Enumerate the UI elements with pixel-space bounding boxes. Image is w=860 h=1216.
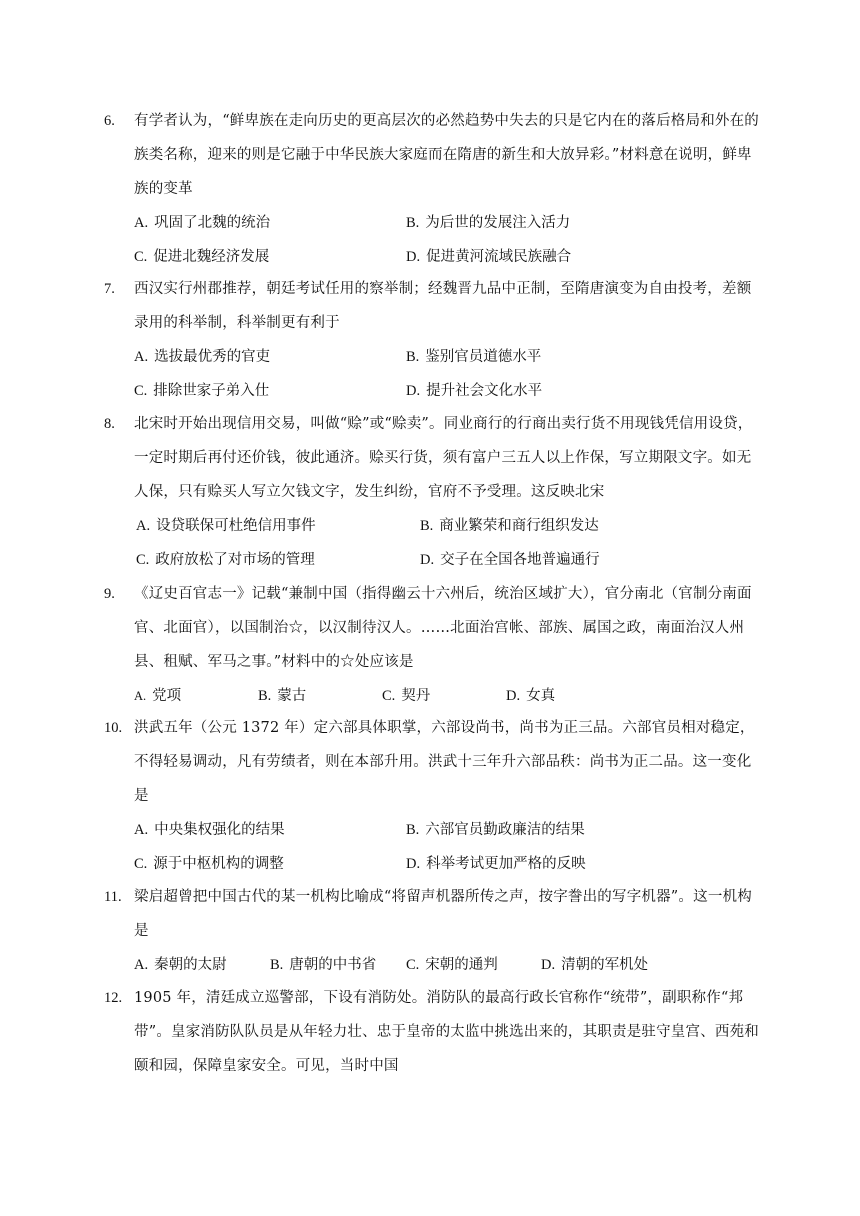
options (134, 948, 774, 982)
option-c[interactable]: C. 契丹 (382, 688, 431, 704)
options (134, 813, 774, 881)
question-number: 12. (104, 990, 123, 1006)
option-c[interactable]: C. 宋朝的通判 (406, 957, 498, 973)
option-b[interactable]: B. 为后世的发展注入活力 (406, 215, 571, 231)
option-d[interactable]: D. 促进黄河流域民族融合 (406, 249, 572, 265)
question-number: 10. (104, 720, 123, 736)
option-d[interactable]: D. 科举考试更加严格的反映 (406, 856, 586, 872)
question-stem: 有学者认为，“鲜卑族在走向历史的更高层次的必然趋势中失去的只是它内在的落后格局和外在的族类名称，迎来的则是它融于中华民族大家庭而在隋唐的新生和大放异彩。”材料意在说明，鲜卑族的变革 (134, 113, 760, 197)
question-number: 6. (104, 113, 115, 129)
question-number: 9. (104, 586, 115, 602)
option-d[interactable]: D. 交子在全国各地普遍通行 (420, 552, 600, 568)
option-a[interactable]: A. 中央集权强化的结果 (134, 822, 285, 838)
question-stem: 西汉实行州郡推荐，朝廷考试任用的察举制；经魏晋九品中正制，至隋唐演变为自由投考，差额录用的科举制，科举制更有利于 (134, 281, 752, 331)
question-stem: 北宋时开始出现信用交易，叫做“赊”或“赊卖”。同业商行的行商出卖行货不用现钱凭信用设贷，一定时期后再付还价钱，彼此通济。赊买行货，须有富户三五人以上作保，写立期限文字。如无人保，只有赊买人写立欠钱文字，发生纠纷，官府不予受理。这反映北宋 (134, 416, 753, 500)
options (134, 340, 774, 408)
options (136, 509, 776, 577)
option-a[interactable]: A. 党项 (134, 688, 182, 704)
option-c[interactable]: C. 促进北魏经济发展 (134, 249, 270, 265)
option-a[interactable]: A. 秦朝的太尉 (134, 957, 227, 973)
option-b[interactable]: B. 六部官员勤政廉洁的结果 (406, 822, 585, 838)
option-b[interactable]: B. 唐朝的中书省 (270, 957, 377, 973)
question-number: 7. (104, 281, 115, 297)
option-b[interactable]: B. 商业繁荣和商行组织发达 (420, 518, 599, 534)
option-c[interactable]: C. 源于中枢机构的调整 (134, 856, 284, 872)
option-c[interactable]: C. 政府放松了对市场的管理 (136, 552, 315, 568)
option-b[interactable]: B. 蒙古 (258, 688, 307, 704)
option-a[interactable]: A. 巩固了北魏的统治 (134, 215, 271, 231)
options (134, 679, 774, 713)
option-d[interactable]: D. 女真 (506, 688, 556, 704)
options (134, 206, 774, 274)
question-stem: 1905 年，清廷成立巡警部，下设有消防处。消防队的最高行政长官称作“统带”，副职称作“邦带”。皇家消防队队员是从年轻力壮、忠于皇帝的太监中挑选出来的，其职责是驻守皇宫、西苑和颐和园，保障皇家安全。可见，当时中国 (134, 990, 760, 1074)
option-a[interactable]: A. 设贷联保可杜绝信用事件 (136, 518, 316, 534)
option-d[interactable]: D. 提升社会文化水平 (406, 383, 543, 399)
option-d[interactable]: D. 清朝的军机处 (541, 957, 649, 973)
question-stem: 洪武五年（公元 1372 年）定六部具体职掌，六部设尚书，尚书为正三品。六部官员相对稳定，不得轻易调动，凡有劳绩者，则在本部升用。洪武十三年升六部品秩：尚书为正二品。这一变化是 (134, 720, 755, 804)
question-number: 11. (104, 889, 122, 905)
option-b[interactable]: B. 鉴别官员道德水平 (406, 349, 542, 365)
question-number: 8. (104, 416, 115, 432)
question-stem: 《辽史百官志一》记载“兼制中国（指得幽云十六州后，统治区域扩大），官分南北（官制分南面官、北面官），以国制治☆，以汉制待汉人。……北面治宫帐、部族、属国之政，南面治汉人州县、租赋、军马之事。”材料中的☆处应该是 (134, 586, 752, 670)
option-c[interactable]: C. 排除世家子弟入仕 (134, 383, 270, 399)
question-stem: 梁启超曾把中国古代的某一机构比喻成“将留声机器所传之声，按字誊出的写字机器”。这一机构是 (134, 889, 752, 939)
option-a[interactable]: A. 选拔最优秀的官吏 (134, 349, 271, 365)
